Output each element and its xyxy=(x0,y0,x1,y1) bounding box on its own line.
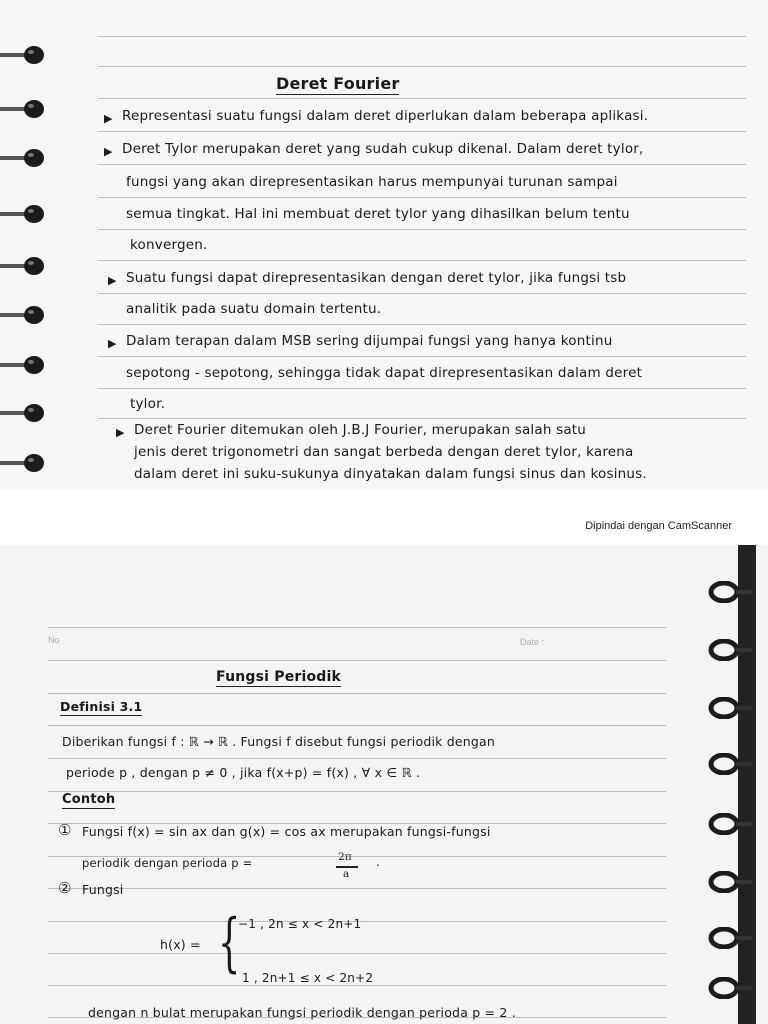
ruled-line xyxy=(98,229,746,230)
ruled-line xyxy=(98,388,746,389)
definition-line: periode p , dengan p ≠ 0 , jika f(x+p) = f(x) , ∀ x ∈ ℝ . xyxy=(66,765,421,780)
ruled-line xyxy=(48,888,666,889)
spiral-ring-icon xyxy=(0,354,44,376)
page-gap xyxy=(0,490,768,545)
ruled-line xyxy=(48,693,666,694)
paragraph-line: Deret Fourier ditemukan oleh J.B.J Fourier, merupakan salah satu xyxy=(134,422,587,438)
bullet-icon: ▶ xyxy=(108,337,117,350)
notebook-page-2 xyxy=(0,545,768,1024)
page-title: Deret Fourier xyxy=(276,74,400,93)
spiral-ring-icon xyxy=(0,402,44,424)
ruled-line xyxy=(98,36,746,37)
number-two-icon: ② xyxy=(58,879,72,897)
section-title: Fungsi Periodik xyxy=(216,669,342,685)
spiral-ring-icon xyxy=(0,304,44,326)
ruled-line xyxy=(98,131,746,132)
paragraph-line: sepotong - sepotong, sehingga tidak dapat direpresentasikan dalam deret xyxy=(126,365,643,381)
spiral-ring-icon xyxy=(708,813,752,835)
spiral-ring-icon xyxy=(0,44,44,66)
ruled-line xyxy=(98,260,746,261)
ruled-line xyxy=(98,418,746,419)
ruled-line xyxy=(48,758,666,759)
ruled-line xyxy=(98,66,746,67)
spiral-ring-icon xyxy=(708,581,752,603)
piecewise-lhs: h(x) = xyxy=(160,937,201,952)
fraction-period: . xyxy=(376,855,381,869)
ruled-line xyxy=(48,725,666,726)
ruled-line xyxy=(98,197,746,198)
spiral-ring-icon xyxy=(708,639,752,661)
conclusion-line: dengan n bulat merupakan fungsi periodik dengan perioda p = 2 . xyxy=(88,1005,516,1020)
scanner-watermark: Dipindai dengan CamScanner xyxy=(585,520,732,532)
spiral-ring-icon xyxy=(0,98,44,120)
fraction-numerator: 2π xyxy=(338,851,352,863)
example-heading: Contoh xyxy=(62,792,116,807)
ruled-line xyxy=(48,791,666,792)
ruled-line xyxy=(98,98,746,99)
bullet-icon: ▶ xyxy=(104,145,113,158)
paragraph-line: fungsi yang akan direpresentasikan harus mempunyai turunan sampai xyxy=(126,174,618,190)
bullet-icon: ▶ xyxy=(116,426,125,439)
paragraph-line: konvergen. xyxy=(130,237,208,253)
spiral-ring-icon xyxy=(708,871,752,893)
spiral-ring-icon xyxy=(0,255,44,277)
spiral-ring-icon xyxy=(708,753,752,775)
spiral-ring-icon xyxy=(708,977,752,999)
spiral-ring-icon xyxy=(0,203,44,225)
spiral-ring-icon xyxy=(0,147,44,169)
bullet-icon: ▶ xyxy=(108,274,117,287)
notebook-page-1 xyxy=(0,0,768,490)
paragraph-line: jenis deret trigonometri dan sangat berbeda dengan deret tylor, karena xyxy=(134,444,634,460)
ruled-line xyxy=(48,660,666,661)
ruled-line xyxy=(98,293,746,294)
paragraph-line: Deret Tylor merupakan deret yang sudah cukup dikenal. Dalam deret tylor, xyxy=(122,141,644,157)
ruled-line xyxy=(98,164,746,165)
ruled-line xyxy=(98,324,746,325)
paragraph-line: analitik pada suatu domain tertentu. xyxy=(126,301,382,317)
definition-heading: Definisi 3.1 xyxy=(60,699,143,714)
ruled-line xyxy=(48,627,666,628)
ruled-line xyxy=(48,985,666,986)
curly-brace-icon: { xyxy=(218,906,241,980)
spiral-binding xyxy=(738,545,756,1024)
example-line: Fungsi xyxy=(82,882,124,897)
number-one-icon: ① xyxy=(58,821,72,839)
paragraph-line: Representasi suatu fungsi dalam deret diperlukan dalam beberapa aplikasi. xyxy=(122,108,649,124)
example-line: Fungsi f(x) = sin ax dan g(x) = cos ax merupakan fungsi-fungsi xyxy=(82,824,491,839)
date-label: Date : xyxy=(520,637,545,647)
spiral-ring-icon xyxy=(0,452,44,474)
spiral-ring-icon xyxy=(708,697,752,719)
fraction-denominator: a xyxy=(343,868,350,880)
paragraph-line: semua tingkat. Hal ini membuat deret tylor yang dihasilkan belum tentu xyxy=(126,206,630,222)
spiral-ring-icon xyxy=(708,927,752,949)
paragraph-line: Suatu fungsi dapat direpresentasikan dengan deret tylor, jika fungsi tsb xyxy=(126,270,627,286)
bullet-icon: ▶ xyxy=(104,112,113,125)
ruled-line xyxy=(98,356,746,357)
paragraph-line: tylor. xyxy=(130,396,166,412)
example-line: periodik dengan perioda p = xyxy=(82,856,253,870)
paragraph-line: Dalam terapan dalam MSB sering dijumpai fungsi yang hanya kontinu xyxy=(126,333,613,349)
piecewise-case: 1 , 2n+1 ≤ x < 2n+2 xyxy=(242,971,374,985)
definition-line: Diberikan fungsi f : ℝ → ℝ . Fungsi f disebut fungsi periodik dengan xyxy=(62,734,496,749)
no-label: No xyxy=(48,635,60,645)
piecewise-case: −1 , 2n ≤ x < 2n+1 xyxy=(238,917,362,931)
paragraph-line: dalam deret ini suku-sukunya dinyatakan dalam fungsi sinus dan kosinus. xyxy=(134,466,647,482)
ruled-line xyxy=(48,953,666,954)
